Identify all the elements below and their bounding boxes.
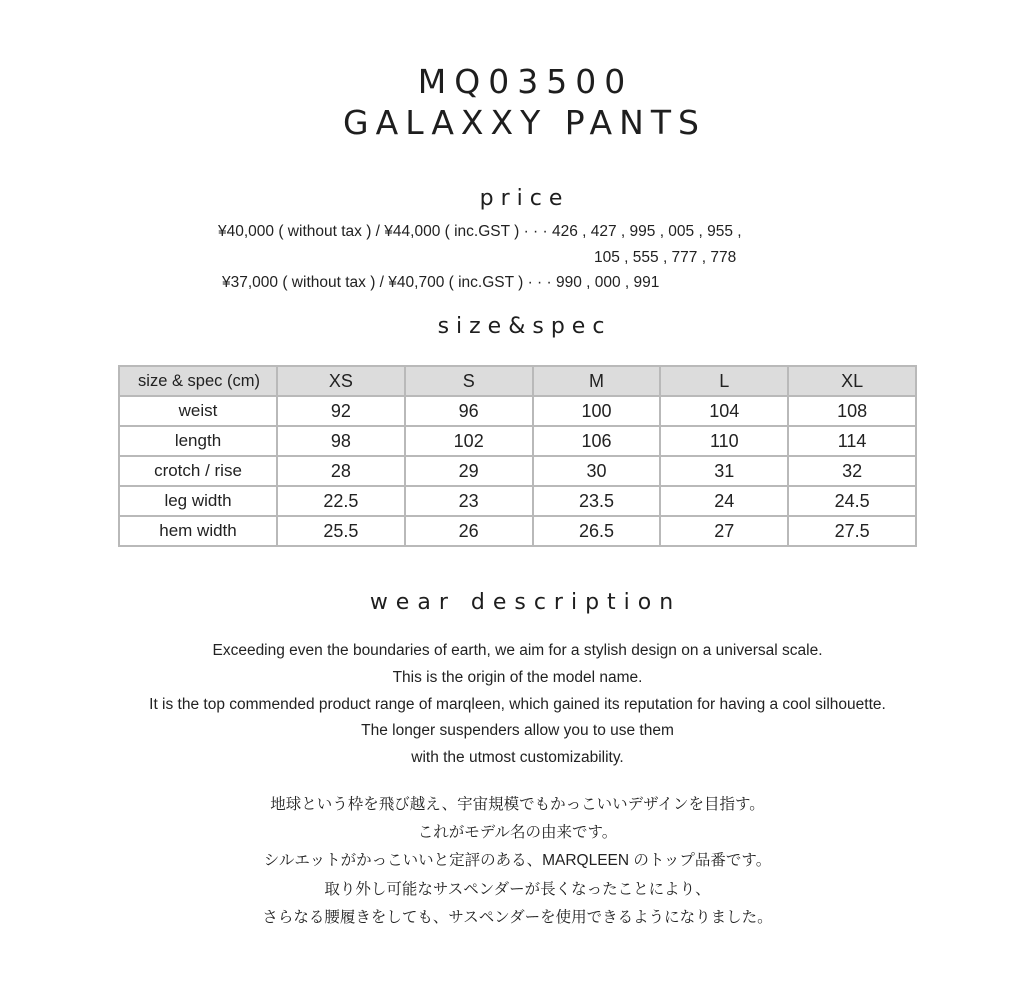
table-cell: 98 — [277, 426, 405, 456]
row-label: leg width — [119, 486, 277, 516]
price-line-2: 105 , 555 , 777 , 778 — [594, 249, 737, 266]
column-header-xl: XL — [788, 366, 916, 396]
price-line-3: ¥37,000 ( without tax ) / ¥40,700 ( inc.GST ) · · · 990 , 000 , 991 — [222, 274, 660, 291]
table-header-row — [119, 366, 916, 396]
table-corner-label: size & spec (cm) — [119, 366, 277, 396]
product-name: GALAXXY PANTS — [343, 103, 706, 142]
description-line: Exceeding even the boundaries of earth, we aim for a stylish design on a universal scale. — [212, 642, 823, 659]
table-cell: 26.5 — [533, 516, 661, 546]
table-row — [119, 456, 916, 486]
price-line-1: ¥40,000 ( without tax ) / ¥44,000 ( inc.GST ) · · · 426 , 427 , 995 , 005 , 955 , — [218, 223, 742, 240]
english-description — [0, 638, 1035, 772]
product-code: MQ03500 — [417, 62, 634, 101]
description-line: with the utmost customizability. — [411, 749, 624, 767]
description-line: シルエットがかっこいいと定評のある、MARQLEEN のトップ品番です。 — [263, 852, 772, 870]
table-cell: 96 — [405, 396, 533, 426]
table-cell: 27 — [660, 516, 788, 546]
column-header-s: S — [405, 366, 533, 396]
description-line: It is the top commended product range of marqleen, which gained its reputation for having a cool silhouette. — [149, 695, 886, 713]
description-line: これがモデル名の由来です。 — [417, 824, 618, 842]
table-row — [119, 396, 916, 426]
price-heading: price — [479, 186, 570, 211]
table-cell: 22.5 — [277, 486, 405, 516]
table-cell: 102 — [405, 426, 533, 456]
table-cell: 110 — [660, 426, 788, 456]
table-cell: 28 — [277, 456, 405, 486]
table-cell: 27.5 — [788, 516, 916, 546]
size-spec-heading: size&spec — [437, 314, 612, 339]
description-line: 地球という枠を飛び越え、宇宙規模でもかっこいいデザインを目指す。 — [270, 796, 765, 813]
table-cell: 100 — [533, 396, 661, 426]
row-label: hem width — [119, 516, 277, 546]
table-row — [119, 486, 916, 516]
table-cell: 25.5 — [277, 516, 405, 546]
table-cell: 24 — [660, 486, 788, 516]
table-cell: 31 — [660, 456, 788, 486]
table-cell: 23 — [405, 486, 533, 516]
table-cell: 29 — [405, 456, 533, 486]
row-label: length — [119, 426, 277, 456]
column-header-m: M — [533, 366, 661, 396]
row-label: weist — [119, 396, 277, 426]
table-row — [119, 516, 916, 546]
table-cell: 26 — [405, 516, 533, 546]
description-line: さらなる腰履きをしても、サスペンダーを使用できるようになりました。 — [262, 908, 773, 926]
size-spec-table — [118, 365, 917, 547]
row-label: crotch / rise — [119, 456, 277, 486]
description-line: This is the origin of the model name. — [392, 668, 643, 686]
table-cell: 30 — [533, 456, 661, 486]
column-header-l: L — [660, 366, 788, 396]
table-cell: 114 — [788, 426, 916, 456]
table-cell: 23.5 — [533, 486, 661, 516]
table-cell: 32 — [788, 456, 916, 486]
table-row — [119, 426, 916, 456]
description-line: The longer suspenders allow you to use them — [361, 722, 674, 740]
table-cell: 106 — [533, 426, 661, 456]
table-cell: 24.5 — [788, 486, 916, 516]
table-cell: 108 — [788, 396, 916, 426]
column-header-xs: XS — [277, 366, 405, 396]
table-cell: 92 — [277, 396, 405, 426]
description-line: 取り外し可能なサスペンダーが長くなったことにより、 — [324, 880, 711, 898]
japanese-description — [0, 791, 1035, 932]
wear-description-heading: wear description — [369, 590, 682, 615]
table-cell: 104 — [660, 396, 788, 426]
